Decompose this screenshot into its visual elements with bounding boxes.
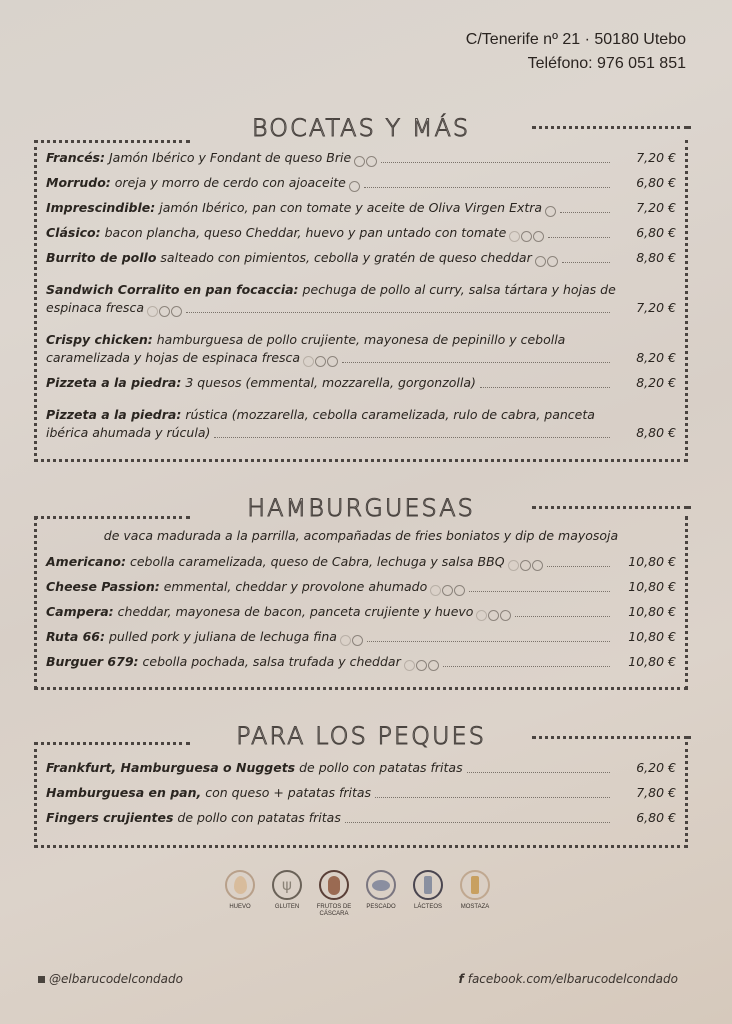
menu-item: Crispy chicken: hamburguesa de pollo crujiente, mayonesa de pepinillo y cebolla caramelizada y hojas de espinaca fresca 8,20 € bbox=[46, 332, 676, 365]
allergen-icons bbox=[476, 610, 511, 621]
allergen-frutos-cascara: FRUTOS DE CÁSCARA bbox=[316, 870, 352, 918]
allergen-icons bbox=[354, 156, 377, 167]
allergen-icons bbox=[303, 356, 338, 367]
section-peques bbox=[34, 722, 688, 848]
allergen-lacteos: LÁCTEOS bbox=[410, 870, 446, 918]
wheat-icon: ψ bbox=[282, 876, 292, 894]
menu-item: Sandwich Corralito en pan focaccia: pechuga de pollo al curry, salsa tártara y hojas de espinaca fresca 7,20 € bbox=[46, 282, 676, 315]
price: 6,80 € bbox=[636, 225, 676, 240]
menu-item: Cheese Passion: emmental, cheddar y provolone ahumado 10,80 € bbox=[46, 579, 676, 594]
price: 8,20 € bbox=[636, 350, 676, 365]
price: 10,80 € bbox=[628, 554, 676, 569]
facebook-icon: f bbox=[458, 972, 464, 986]
menu-item: Burrito de pollo salteado con pimientos, cebolla y gratén de queso cheddar 8,80 € bbox=[46, 250, 676, 265]
price: 10,80 € bbox=[628, 629, 676, 644]
phone-line: Teléfono: 976 051 851 bbox=[527, 55, 686, 72]
allergen-icons bbox=[508, 560, 543, 571]
price: 7,20 € bbox=[636, 150, 676, 165]
menu-item: Morrudo: oreja y morro de cerdo con ajoaceite 6,80 € bbox=[46, 175, 676, 190]
section-subtitle: de vaca madurada a la parrilla, acompañadas de fries boniatos y dip de mayosoja bbox=[103, 528, 619, 543]
allergen-icons bbox=[340, 635, 363, 646]
section-bocatas bbox=[34, 112, 688, 462]
menu-item: Americano: cebolla caramelizada, queso de Cabra, lechuga y salsa BBQ 10,80 € bbox=[46, 554, 676, 569]
price: 10,80 € bbox=[628, 579, 676, 594]
price: 10,80 € bbox=[628, 604, 676, 619]
instagram-handle[interactable]: @elbarucodelcondado bbox=[38, 972, 183, 986]
instagram-icon bbox=[38, 976, 45, 983]
facebook-link[interactable]: f facebook.com/elbarucodelcondado bbox=[458, 972, 678, 986]
menu-item: Francés: Jamón Ibérico y Fondant de queso Brie 7,20 € bbox=[46, 150, 676, 165]
section-title: HAMBURGUESAS bbox=[247, 494, 475, 522]
price: 8,80 € bbox=[636, 250, 676, 265]
menu-item: Pizzeta a la piedra: rústica (mozzarella, cebolla caramelizada, rulo de cabra, panceta ibérica ahumada y rúcula) 8,80 € bbox=[46, 407, 676, 440]
egg-icon bbox=[234, 876, 247, 894]
restaurant-address-block bbox=[466, 28, 686, 76]
menu-item: Imprescindible: jamón Ibérico, pan con tomate y aceite de Oliva Virgen Extra 7,20 € bbox=[46, 200, 676, 215]
section-title: BOCATAS Y MÁS bbox=[251, 114, 471, 142]
price: 6,80 € bbox=[636, 175, 676, 190]
mustard-bottle-icon bbox=[471, 876, 479, 894]
menu-item: Fingers crujientes de pollo con patatas fritas 6,80 € bbox=[46, 810, 676, 825]
price: 8,20 € bbox=[636, 375, 676, 390]
allergen-icons bbox=[349, 181, 360, 192]
allergen-pescado: PESCADO bbox=[363, 870, 399, 918]
address-line: C/Tenerife nº 21 · 50180 Utebo bbox=[465, 31, 686, 48]
allergen-icons bbox=[535, 256, 558, 267]
price: 6,20 € bbox=[636, 760, 676, 775]
milk-bottle-icon bbox=[424, 876, 432, 894]
menu-item: Hamburguesa en pan, con queso + patatas fritas 7,80 € bbox=[46, 785, 676, 800]
price: 7,20 € bbox=[636, 300, 676, 315]
menu-item: Clásico: bacon plancha, queso Cheddar, huevo y pan untado con tomate 6,80 € bbox=[46, 225, 676, 240]
menu-item: Frankfurt, Hamburguesa o Nuggets de pollo con patatas fritas 6,20 € bbox=[46, 760, 676, 775]
allergen-icons bbox=[147, 306, 182, 317]
allergen-icons bbox=[509, 231, 544, 242]
menu-item: Campera: cheddar, mayonesa de bacon, panceta crujiente y huevo 10,80 € bbox=[46, 604, 676, 619]
fish-icon bbox=[372, 880, 390, 891]
section-title: PARA LOS PEQUES bbox=[236, 722, 486, 750]
price: 8,80 € bbox=[636, 425, 676, 440]
allergen-icons bbox=[404, 660, 439, 671]
allergen-icons bbox=[545, 206, 556, 217]
allergen-gluten: ψ GLUTEN bbox=[269, 870, 305, 918]
menu-item: Ruta 66: pulled pork y juliana de lechuga fina 10,80 € bbox=[46, 629, 676, 644]
price: 7,20 € bbox=[636, 200, 676, 215]
menu-item: Burguer 679: cebolla pochada, salsa trufada y cheddar 10,80 € bbox=[46, 654, 676, 669]
price: 7,80 € bbox=[636, 785, 676, 800]
price: 10,80 € bbox=[628, 654, 676, 669]
allergen-legend bbox=[222, 870, 493, 918]
nut-icon bbox=[328, 876, 340, 895]
menu-item: Pizzeta a la piedra: 3 quesos (emmental, mozzarella, gorgonzolla) 8,20 € bbox=[46, 375, 676, 390]
price: 6,80 € bbox=[636, 810, 676, 825]
allergen-icons bbox=[430, 585, 465, 596]
allergen-huevo: HUEVO bbox=[222, 870, 258, 918]
section-hamburguesas bbox=[34, 494, 688, 690]
allergen-mostaza: MOSTAZA bbox=[457, 870, 493, 918]
